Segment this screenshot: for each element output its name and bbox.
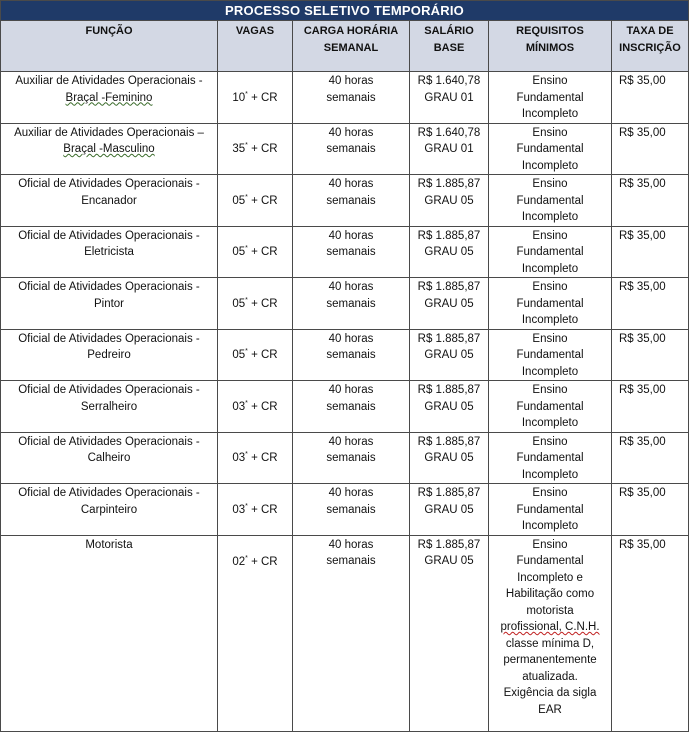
vagas-number: 03 bbox=[232, 400, 246, 413]
vagas-number: 05 bbox=[232, 297, 246, 310]
vagas-suffix: + CR bbox=[251, 143, 278, 155]
cell-salario bbox=[410, 381, 489, 433]
cell-funcao bbox=[1, 432, 218, 484]
funcao-line-1: Motorista bbox=[85, 538, 133, 551]
requisito-line: Incompleto bbox=[521, 108, 579, 120]
requisito-line: Incompleto bbox=[521, 417, 579, 429]
requisito-line: classe mínima D, bbox=[505, 637, 595, 650]
carga-line-1: 40 horas bbox=[328, 384, 374, 396]
salario-line-2: GRAU 05 bbox=[424, 349, 474, 361]
requisito-line: Incompleto bbox=[521, 262, 579, 275]
funcao-line-1: Oficial de Atividades Operacionais - bbox=[18, 384, 200, 396]
funcao-line-1: Oficial de Atividades Operacionais - bbox=[18, 487, 200, 499]
cell-carga bbox=[293, 484, 410, 536]
funcao-line-2: Eletricista bbox=[84, 246, 134, 258]
funcao-line-1: Oficial de Atividades Operacionais - bbox=[18, 332, 200, 345]
cell-taxa: R$ 35,00 bbox=[612, 123, 689, 175]
table-row bbox=[1, 226, 689, 278]
requisito-line: Incompleto bbox=[521, 520, 579, 532]
salario-line-1: R$ 1.885,87 bbox=[417, 229, 481, 242]
requisito-line: atualizada. bbox=[522, 670, 578, 683]
carga-line-2: semanais bbox=[326, 91, 376, 104]
requisito-line: Fundamental bbox=[516, 91, 584, 104]
vagas-asterisk: * bbox=[245, 399, 248, 407]
cell-funcao bbox=[1, 226, 218, 278]
salario-line-1: R$ 1.885,87 bbox=[417, 384, 481, 396]
salario-line-2: GRAU 01 bbox=[424, 143, 474, 155]
requisito-line: Ensino bbox=[532, 538, 568, 551]
funcao-line-2: Pedreiro bbox=[87, 349, 131, 361]
header-requisitos: REQUISITOS MÍNIMOS bbox=[489, 21, 612, 72]
cell-requisitos bbox=[489, 123, 612, 175]
funcao-line-1: Auxiliar de Atividades Operacionais - bbox=[15, 75, 203, 87]
salario-line-1: R$ 1.885,87 bbox=[417, 538, 481, 551]
carga-line-2: semanais bbox=[326, 143, 376, 155]
requisito-line: Incompleto bbox=[521, 468, 579, 481]
cell-requisitos bbox=[489, 432, 612, 484]
carga-line-1: 40 horas bbox=[328, 332, 374, 345]
cell-taxa: R$ 35,00 bbox=[612, 484, 689, 536]
vagas-number: 10 bbox=[232, 91, 246, 104]
requisito-line: Ensino bbox=[532, 229, 568, 242]
requisito-line: EAR bbox=[538, 703, 562, 716]
requisito-line: Fundamental bbox=[516, 246, 584, 258]
salario-line-1: R$ 1.885,87 bbox=[417, 435, 481, 448]
vagas-suffix: + CR bbox=[251, 452, 278, 464]
vagas-suffix: + CR bbox=[251, 400, 278, 413]
vagas-suffix: + CR bbox=[251, 91, 278, 104]
carga-line-1: 40 horas bbox=[328, 487, 374, 499]
vagas-asterisk: * bbox=[245, 245, 248, 253]
vagas-number: 02 bbox=[232, 555, 246, 568]
requisito-line: Ensino bbox=[532, 178, 568, 190]
funcao-line-2: Braçal -Masculino bbox=[63, 143, 155, 155]
table-title: PROCESSO SELETIVO TEMPORÁRIO bbox=[1, 1, 689, 21]
vagas-suffix: + CR bbox=[251, 555, 278, 568]
cell-carga bbox=[293, 329, 410, 381]
funcao-line-2: Serralheiro bbox=[80, 400, 138, 413]
requisito-line: Fundamental bbox=[516, 400, 584, 413]
carga-line-2: semanais bbox=[326, 349, 376, 361]
cell-salario bbox=[410, 329, 489, 381]
cell-vagas bbox=[218, 278, 293, 330]
table-row bbox=[1, 329, 689, 381]
vagas-number: 05 bbox=[232, 246, 246, 258]
salario-line-1: R$ 1.885,87 bbox=[417, 178, 481, 190]
carga-line-2: semanais bbox=[326, 297, 376, 310]
cell-funcao bbox=[1, 484, 218, 536]
cell-carga bbox=[293, 278, 410, 330]
header-row bbox=[1, 21, 689, 72]
salario-line-2: GRAU 05 bbox=[424, 297, 474, 310]
carga-line-1: 40 horas bbox=[328, 126, 374, 139]
cell-carga bbox=[293, 72, 410, 124]
funcao-line-1: Oficial de Atividades Operacionais - bbox=[18, 229, 200, 242]
requisito-line: profissional, C.N.H. bbox=[500, 621, 600, 633]
cell-taxa: R$ 35,00 bbox=[612, 226, 689, 278]
salario-line-2: GRAU 05 bbox=[424, 246, 474, 258]
cell-requisitos bbox=[489, 175, 612, 227]
table-row bbox=[1, 72, 689, 124]
cell-salario bbox=[410, 278, 489, 330]
requisito-line: Ensino bbox=[532, 126, 568, 139]
requisito-line: Fundamental bbox=[516, 452, 584, 464]
vagas-number: 03 bbox=[232, 503, 246, 516]
funcao-line-1: Auxiliar de Atividades Operacionais – bbox=[14, 126, 204, 139]
vagas-asterisk: * bbox=[245, 554, 248, 562]
carga-line-2: semanais bbox=[326, 400, 376, 413]
vagas-suffix: + CR bbox=[251, 297, 278, 310]
requisito-line: Fundamental bbox=[516, 503, 584, 516]
salario-line-2: GRAU 05 bbox=[424, 194, 474, 207]
header-funcao: FUNÇÃO bbox=[1, 21, 218, 72]
cell-funcao bbox=[1, 72, 218, 124]
vagas-asterisk: * bbox=[245, 348, 248, 356]
requisito-line: Fundamental bbox=[516, 194, 584, 207]
requisito-line: Ensino bbox=[532, 332, 568, 345]
cell-carga bbox=[293, 535, 410, 731]
requisito-line: Incompleto bbox=[521, 314, 579, 326]
table-row bbox=[1, 175, 689, 227]
requisito-line: Incompleto e bbox=[517, 571, 583, 584]
table-row bbox=[1, 484, 689, 536]
cell-funcao bbox=[1, 278, 218, 330]
salario-line-2: GRAU 01 bbox=[424, 91, 474, 104]
vagas-number: 05 bbox=[232, 349, 246, 361]
cell-taxa: R$ 35,00 bbox=[612, 175, 689, 227]
cell-salario bbox=[410, 535, 489, 731]
cell-vagas bbox=[218, 72, 293, 124]
salario-line-1: R$ 1.640,78 bbox=[417, 75, 481, 87]
carga-line-1: 40 horas bbox=[328, 281, 374, 293]
cell-vagas bbox=[218, 123, 293, 175]
funcao-line-2: Pintor bbox=[93, 297, 125, 310]
requisito-line: Incompleto bbox=[521, 211, 579, 223]
requisito-line: Exigência da sigla bbox=[503, 687, 597, 699]
funcao-line-1: Oficial de Atividades Operacionais - bbox=[18, 435, 200, 448]
requisito-line: Incompleto bbox=[521, 365, 579, 378]
vagas-number: 05 bbox=[232, 194, 246, 207]
cell-salario bbox=[410, 432, 489, 484]
vagas-suffix: + CR bbox=[251, 194, 278, 207]
cell-vagas bbox=[218, 175, 293, 227]
requisito-line: Ensino bbox=[532, 281, 568, 293]
cell-salario bbox=[410, 175, 489, 227]
requisito-line: Habilitação como bbox=[505, 588, 595, 600]
carga-line-2: semanais bbox=[326, 452, 376, 464]
cell-vagas bbox=[218, 432, 293, 484]
header-salario: SALÁRIO BASE bbox=[410, 21, 489, 72]
carga-line-2: semanais bbox=[326, 194, 376, 207]
vagas-asterisk: * bbox=[245, 90, 248, 98]
cell-funcao bbox=[1, 175, 218, 227]
cell-funcao bbox=[1, 123, 218, 175]
salario-line-1: R$ 1.885,87 bbox=[417, 332, 481, 345]
funcao-line-1: Oficial de Atividades Operacionais - bbox=[18, 281, 200, 293]
salario-line-1: R$ 1.885,87 bbox=[417, 281, 481, 293]
vagas-asterisk: * bbox=[245, 451, 248, 459]
salario-line-2: GRAU 05 bbox=[424, 503, 474, 516]
requisito-line: Ensino bbox=[532, 435, 568, 448]
requisito-line: Fundamental bbox=[516, 349, 584, 361]
table-row bbox=[1, 278, 689, 330]
funcao-line-1: Oficial de Atividades Operacionais - bbox=[18, 178, 200, 190]
carga-line-1: 40 horas bbox=[328, 178, 374, 190]
table-row bbox=[1, 432, 689, 484]
funcao-line-2: Carpinteiro bbox=[80, 503, 138, 516]
funcao-line-2: Encanador bbox=[81, 194, 137, 207]
cell-requisitos bbox=[489, 381, 612, 433]
carga-line-1: 40 horas bbox=[328, 75, 374, 87]
cell-carga bbox=[293, 123, 410, 175]
table-body bbox=[1, 72, 689, 732]
cell-carga bbox=[293, 432, 410, 484]
requisito-line: Incompleto bbox=[521, 159, 579, 172]
funcao-line-2: Braçal -Feminino bbox=[65, 91, 153, 104]
cell-requisitos bbox=[489, 72, 612, 124]
requisito-line: Fundamental bbox=[516, 143, 584, 155]
cell-vagas bbox=[218, 484, 293, 536]
cell-funcao bbox=[1, 535, 218, 731]
vagas-number: 35 bbox=[232, 143, 246, 155]
cell-salario bbox=[410, 72, 489, 124]
salario-line-2: GRAU 05 bbox=[424, 452, 474, 464]
cell-taxa: R$ 35,00 bbox=[612, 535, 689, 731]
vagas-asterisk: * bbox=[245, 193, 248, 201]
cell-salario bbox=[410, 484, 489, 536]
carga-line-2: semanais bbox=[326, 246, 376, 258]
vagas-suffix: + CR bbox=[251, 503, 278, 516]
requisito-line: permanentemente bbox=[503, 654, 597, 666]
requisito-line: motorista bbox=[526, 604, 574, 617]
cell-requisitos bbox=[489, 484, 612, 536]
requisito-line: Fundamental bbox=[516, 555, 584, 567]
table-row bbox=[1, 381, 689, 433]
salario-line-2: GRAU 05 bbox=[424, 555, 474, 567]
requisito-line: Ensino bbox=[532, 487, 568, 499]
cell-vagas bbox=[218, 381, 293, 433]
cell-carga bbox=[293, 226, 410, 278]
vagas-suffix: + CR bbox=[251, 349, 278, 361]
carga-line-1: 40 horas bbox=[328, 229, 374, 242]
carga-line-1: 40 horas bbox=[328, 435, 374, 448]
cell-requisitos bbox=[489, 278, 612, 330]
carga-line-2: semanais bbox=[326, 503, 376, 516]
header-taxa: TAXA DE INSCRIÇÃO bbox=[612, 21, 689, 72]
requisito-line: Ensino bbox=[532, 75, 568, 87]
vagas-number: 03 bbox=[232, 452, 246, 464]
salario-line-2: GRAU 05 bbox=[424, 400, 474, 413]
cell-funcao bbox=[1, 381, 218, 433]
title-row bbox=[1, 1, 689, 21]
carga-line-2: semanais bbox=[326, 555, 376, 567]
vagas-asterisk: * bbox=[245, 142, 248, 150]
vagas-suffix: + CR bbox=[251, 246, 278, 258]
cell-carga bbox=[293, 175, 410, 227]
cell-salario bbox=[410, 123, 489, 175]
cell-salario bbox=[410, 226, 489, 278]
header-carga: CARGA HORÁRIA SEMANAL bbox=[293, 21, 410, 72]
header-vagas: VAGAS bbox=[218, 21, 293, 72]
cell-vagas bbox=[218, 226, 293, 278]
cell-taxa: R$ 35,00 bbox=[612, 432, 689, 484]
cell-taxa: R$ 35,00 bbox=[612, 72, 689, 124]
table-row-motorista bbox=[1, 535, 689, 731]
vagas-asterisk: * bbox=[245, 502, 248, 510]
salario-line-1: R$ 1.640,78 bbox=[417, 126, 481, 139]
cell-taxa: R$ 35,00 bbox=[612, 381, 689, 433]
vagas-asterisk: * bbox=[245, 296, 248, 304]
cell-funcao bbox=[1, 329, 218, 381]
cell-vagas bbox=[218, 535, 293, 731]
cell-vagas bbox=[218, 329, 293, 381]
cell-requisitos bbox=[489, 226, 612, 278]
cell-taxa: R$ 35,00 bbox=[612, 329, 689, 381]
cell-taxa: R$ 35,00 bbox=[612, 278, 689, 330]
carga-line-1: 40 horas bbox=[328, 538, 374, 551]
cell-requisitos bbox=[489, 329, 612, 381]
table-row bbox=[1, 123, 689, 175]
salario-line-1: R$ 1.885,87 bbox=[417, 487, 481, 499]
cell-carga bbox=[293, 381, 410, 433]
funcao-line-2: Calheiro bbox=[87, 452, 131, 464]
requisito-line: Ensino bbox=[532, 384, 568, 396]
requisito-line: Fundamental bbox=[516, 297, 584, 310]
cell-requisitos bbox=[489, 535, 612, 731]
